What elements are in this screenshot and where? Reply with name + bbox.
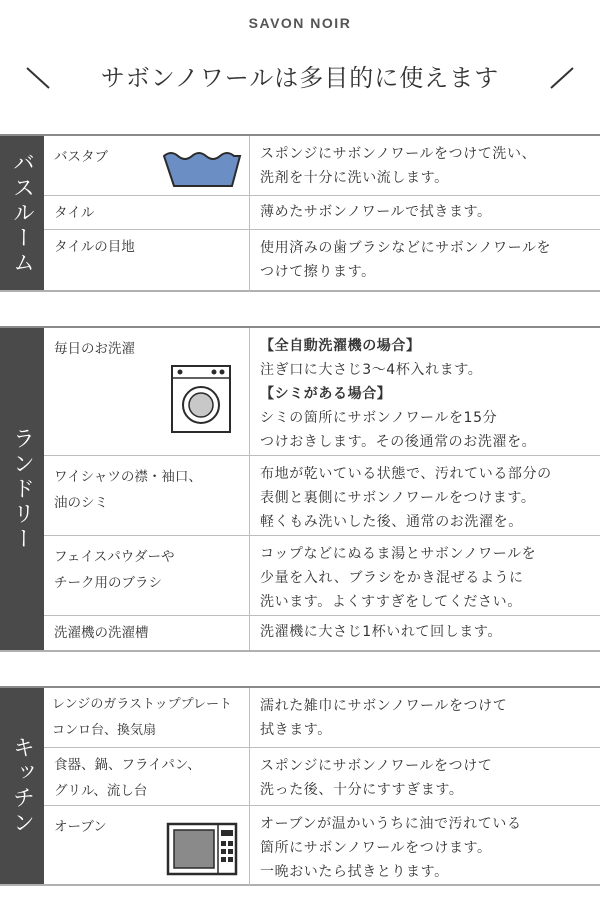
description-cell: 【全自動洗濯機の場合】 注ぎ口に大さじ3～4杯入れます。 【シミがある場合】 シミの箇所にサボンノワールを15分 つけおきします。その後通常のお洗濯を。 <box>260 338 537 450</box>
place-cell: タイルの目地 <box>44 230 250 292</box>
section-label: ランドリー <box>0 328 44 650</box>
section-bathroom <box>0 134 600 292</box>
place-cell: 毎日のお洗濯 <box>44 328 250 455</box>
table-row <box>44 616 600 650</box>
description-cell: 薄めたサボンノワールで拭きます。 <box>260 204 492 220</box>
description-cell: オーブンが温かいうちに油で汚れている 箇所にサボンノワールをつけます。 一晩おいたら拭きとります。 <box>260 816 522 880</box>
description-cell: 洗濯機に大さじ1杯いれて回します。 <box>260 624 502 640</box>
section-label: キッチン <box>0 688 44 884</box>
description-cell: 布地が乾いている状態で、汚れている部分の 表側と裏側にサボンノワールをつけます。 軽くもみ洗いした後、通常のお洗濯を。 <box>260 466 552 530</box>
table-row <box>44 230 600 292</box>
oven-icon <box>166 822 238 876</box>
table-row <box>44 748 600 806</box>
slash-decoration-right <box>548 66 576 90</box>
section-label: バスルーム <box>0 136 44 290</box>
table-row <box>44 456 600 536</box>
table-row <box>44 806 600 886</box>
description-cell: スポンジにサボンノワールをつけて 洗った後、十分にすすぎます。 <box>260 758 493 798</box>
place-cell: ワイシャツの襟・袖口、 油のシミ <box>44 456 250 535</box>
place-cell: オーブン <box>44 806 250 886</box>
description-cell: コップなどにぬるま湯とサボンノワールを 少量を入れ、ブラシをかき混ぜるように 洗います。よくすすぎをしてください。 <box>260 546 537 610</box>
bathtub-icon <box>162 148 242 190</box>
place-cell: フェイスパウダーや チーク用のブラシ <box>44 536 250 615</box>
description-cell: スポンジにサボンノワールをつけて洗い、 洗剤を十分に洗い流します。 <box>260 146 537 186</box>
brand-name: SAVON NOIR <box>248 15 352 31</box>
place-cell: タイル <box>44 196 250 229</box>
washing-machine-icon <box>170 364 232 434</box>
description-cell: 濡れた雑巾にサボンノワールをつけて 拭きます。 <box>260 698 508 738</box>
table-row <box>44 688 600 748</box>
place-cell: バスタブ <box>44 136 250 195</box>
place-cell: 洗濯機の洗濯槽 <box>44 616 250 650</box>
place-cell: 食器、鍋、フライパン、 グリル、流し台 <box>44 748 250 805</box>
section-kitchen <box>0 686 600 886</box>
table-row <box>44 136 600 196</box>
table-row <box>44 536 600 616</box>
description-cell: 使用済みの歯ブラシなどにサボンノワールを つけて擦ります。 <box>260 240 552 280</box>
table-row <box>44 328 600 456</box>
table-row <box>44 196 600 230</box>
section-laundry <box>0 326 600 652</box>
place-cell: レンジのガラストッププレート コンロ台、換気扇 <box>44 688 250 747</box>
headline: サボンノワールは多目的に使えます <box>100 64 500 92</box>
